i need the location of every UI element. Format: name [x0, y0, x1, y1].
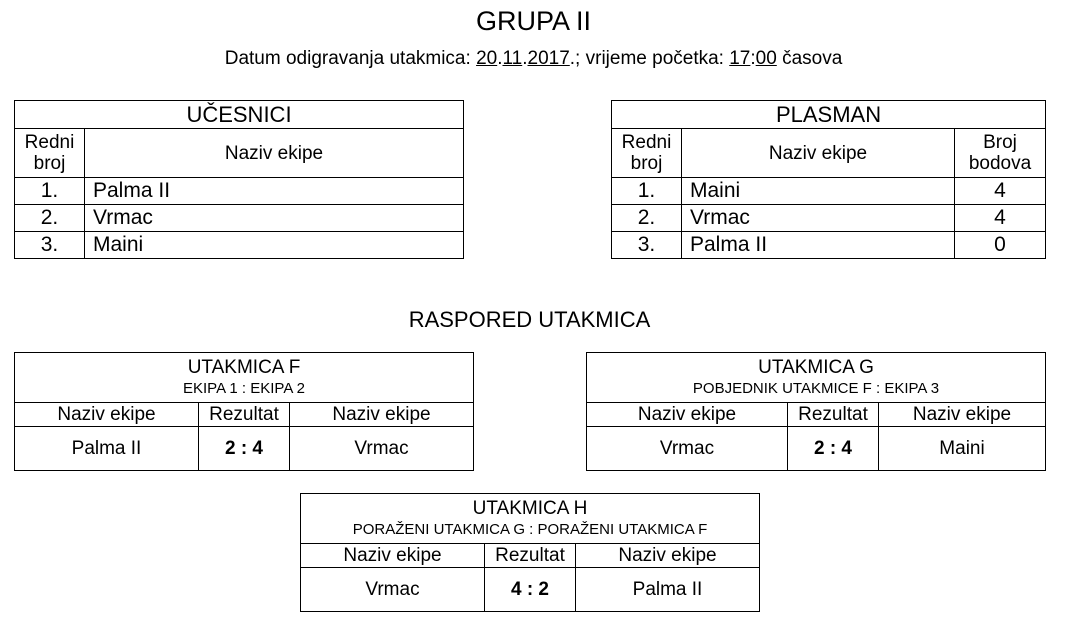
- row-number: 3.: [612, 232, 682, 259]
- match-h-subtitle: PORAŽENI UTAKMICA G : PORAŽENI UTAKMICA F: [352, 520, 708, 538]
- match-f-score: 2 : 4: [199, 427, 290, 471]
- standings-title: PLASMAN: [612, 101, 1046, 129]
- date-day: 20: [476, 48, 498, 69]
- row-number: 1.: [612, 178, 682, 205]
- match-g-score: 2 : 4: [788, 427, 879, 471]
- match-h-title: UTAKMICA H: [472, 497, 588, 519]
- match-h-col-away: Naziv ekipe: [576, 544, 760, 568]
- match-f-home-team: Palma II: [15, 427, 199, 471]
- match-g-away-team: Maini: [879, 427, 1046, 471]
- match-g-col-result: Rezultat: [788, 403, 879, 427]
- team-name: Maini: [85, 232, 464, 259]
- team-name: Vrmac: [682, 205, 955, 232]
- row-number: 2.: [612, 205, 682, 232]
- match-h-col-home: Naziv ekipe: [301, 544, 485, 568]
- participants-col-team: Naziv ekipe: [85, 129, 464, 178]
- date-dot-1: .: [497, 48, 503, 69]
- match-h-score: 4 : 2: [485, 568, 576, 612]
- match-f-subtitle: EKIPA 1 : EKIPA 2: [183, 379, 306, 397]
- table-row: [15, 178, 464, 205]
- standings-table: [611, 100, 1046, 259]
- standings-col-num: Redni broj: [612, 129, 682, 178]
- participants-table: [14, 100, 464, 259]
- page-title: GRUPA II: [475, 6, 592, 36]
- team-name: Palma II: [682, 232, 955, 259]
- match-g-table: [586, 352, 1046, 471]
- match-f-col-home: Naziv ekipe: [15, 403, 199, 427]
- schedule-date-line: [0, 48, 1067, 70]
- row-number: 3.: [15, 232, 85, 259]
- match-h-header: [301, 494, 760, 544]
- team-name: Maini: [682, 178, 955, 205]
- date-prefix: Datum odigravanja utakmica:: [224, 48, 477, 69]
- match-f-away-team: Vrmac: [290, 427, 474, 471]
- match-g-col-home: Naziv ekipe: [587, 403, 788, 427]
- match-g-col-away: Naziv ekipe: [879, 403, 1046, 427]
- match-g-home-team: Vrmac: [587, 427, 788, 471]
- match-f-col-result: Rezultat: [199, 403, 290, 427]
- participants-title: UČESNICI: [15, 101, 464, 129]
- time-minute: 00: [755, 48, 777, 69]
- table-row: [15, 232, 464, 259]
- match-f-table: [14, 352, 474, 471]
- team-name: Palma II: [85, 178, 464, 205]
- table-row: [612, 178, 1046, 205]
- table-row: [15, 205, 464, 232]
- date-dot-2: .: [522, 48, 528, 69]
- team-name: Vrmac: [85, 205, 464, 232]
- match-f-header: [15, 353, 474, 403]
- team-points: 4: [955, 178, 1046, 205]
- date-month: 11: [502, 48, 523, 69]
- time-suffix: časova: [776, 48, 843, 69]
- match-h-away-team: Palma II: [576, 568, 760, 612]
- schedule-title: RASPORED UTAKMICA: [408, 307, 651, 332]
- team-points: 0: [955, 232, 1046, 259]
- match-h-table: [300, 493, 760, 612]
- time-hour: 17: [729, 48, 751, 69]
- team-points: 4: [955, 205, 1046, 232]
- match-g-header: [587, 353, 1046, 403]
- table-row: [612, 232, 1046, 259]
- match-f-col-away: Naziv ekipe: [290, 403, 474, 427]
- table-row: [612, 205, 1046, 232]
- standings-col-team: Naziv ekipe: [682, 129, 955, 178]
- match-h-col-result: Rezultat: [485, 544, 576, 568]
- match-g-title: UTAKMICA G: [758, 356, 874, 378]
- date-suffix: .; vrijeme početka:: [569, 48, 730, 69]
- date-year: 2017: [527, 48, 570, 69]
- match-g-subtitle: POBJEDNIK UTAKMICE F : EKIPA 3: [692, 379, 940, 397]
- participants-col-num: Redni broj: [15, 129, 85, 178]
- row-number: 1.: [15, 178, 85, 205]
- row-number: 2.: [15, 205, 85, 232]
- standings-col-points: Broj bodova: [955, 129, 1046, 178]
- match-h-home-team: Vrmac: [301, 568, 485, 612]
- time-separator: :: [750, 48, 756, 69]
- match-f-title: UTAKMICA F: [187, 356, 301, 378]
